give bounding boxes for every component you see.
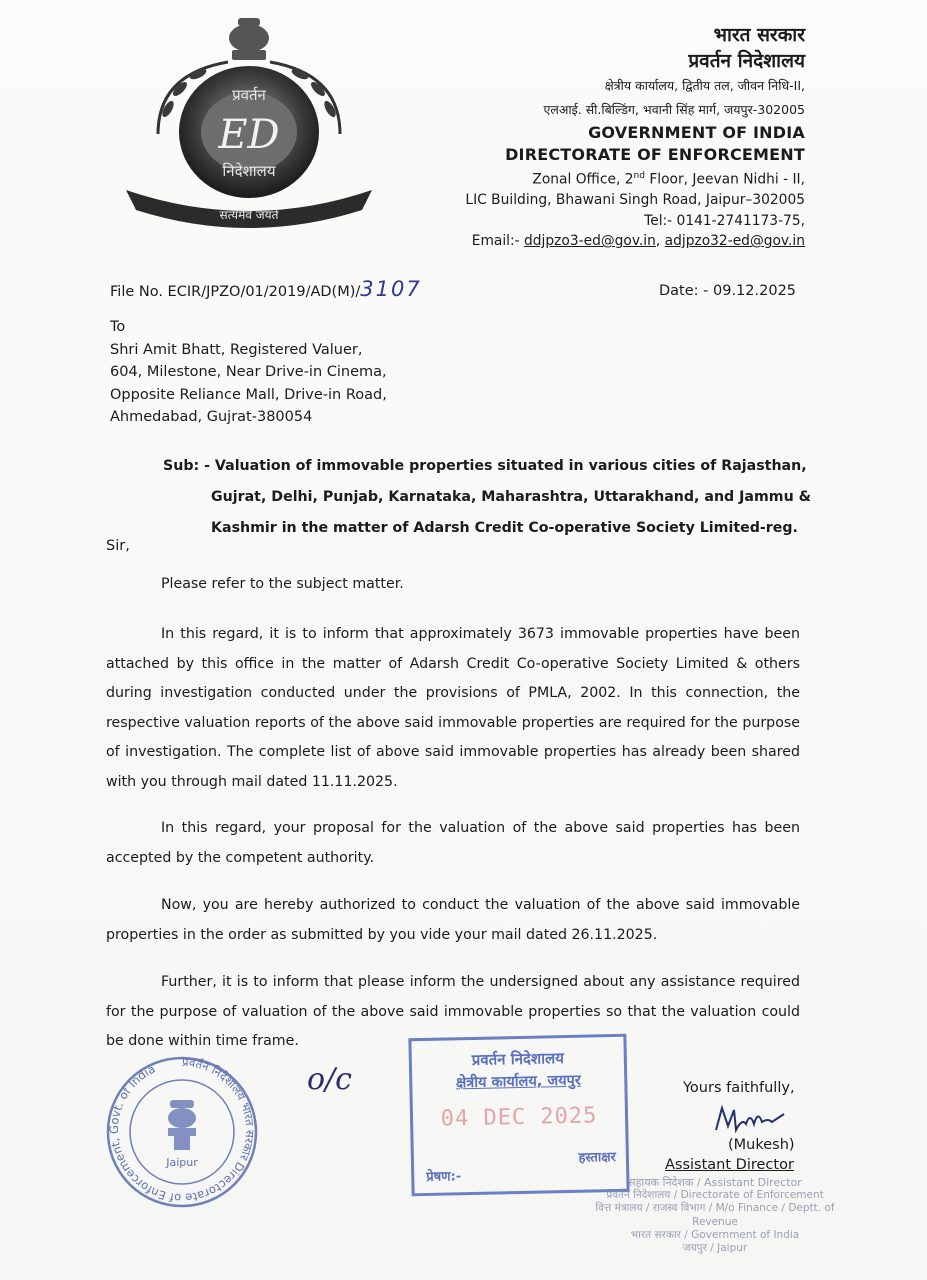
letter-date: Date: - 09.12.2025 [659, 283, 797, 299]
paragraph-3: In this regard, your proposal for the valuation of the above said properties has been accepted by the competent authority. [106, 820, 800, 866]
recipient-line-1: Shri Amit Bhatt, Registered Valuer, [110, 341, 363, 358]
email-separator: , [655, 233, 665, 250]
letterhead-hindi-address-1: क्षेत्रीय कार्यालय, द्वितीय तल, जीवन निधि-II, [604, 78, 805, 93]
subject-line-1: Sub: - Valuation of immovable properties situated in various cities of Rajasthan, [163, 458, 807, 474]
designation-stamp [590, 1176, 840, 1255]
receipt-stamp-date: 04 DEC 2025 [440, 1103, 598, 1132]
salutation: Sir, [106, 538, 130, 554]
seal-city: Jaipur [166, 1156, 198, 1169]
closing-yours-faithfully: Yours faithfully, [683, 1080, 795, 1096]
subject-line-2: Gujrat, Delhi, Punjab, Karnataka, Maharashtra, Uttarakhand, and Jammu & [211, 489, 811, 505]
letterhead-govt-of-india: GOVERNMENT OF INDIA [588, 123, 805, 142]
signatory-name: (Mukesh) [728, 1137, 795, 1153]
emblem-motto: सत्यमेव जयते [219, 208, 279, 222]
designation-stamp-line-1: सहायक निदेशक / Assistant Director [628, 1176, 802, 1189]
emblem-ed-monogram: ED [218, 112, 280, 158]
letterhead-address-1 [465, 166, 805, 190]
file-number [110, 277, 422, 301]
receipt-stamp-signature-label: हस्ताक्षर [578, 1149, 617, 1166]
receipt-stamp-line-2: क्षेत्रीय कार्यालय, जयपुर [455, 1072, 581, 1092]
seal-ring-path: प्रवर्तन निदेशालय भारत सरकार Directorate of Enforcement, Govt. of India [106, 1054, 258, 1206]
subject-line-3: Kashmir in the matter of Adarsh Credit Co-operative Society Limited-reg. [211, 520, 798, 536]
receipt-stamp [408, 1034, 629, 1197]
designation-stamp-line-3: वित्त मंत्रालय / राजस्व विभाग / M/o Finance / Deptt. of Revenue [595, 1202, 835, 1228]
address-1-pre: Zonal Office, 2 [532, 171, 634, 188]
emblem-top-text: प्रवर्तन [232, 86, 266, 104]
email-link-2[interactable]: adjpzo32-ed@gov.in [664, 233, 805, 250]
paragraph-4: Now, you are hereby authorized to conduct the valuation of the above said immovable properties in the order as submitted by you vide your mail dated 26.11.2025. [106, 897, 800, 943]
signature-icon [712, 1100, 792, 1140]
email-label: Email:- [471, 233, 525, 250]
recipient-line-4: Ahmedabad, Gujrat-380054 [110, 409, 313, 425]
letterhead-directorate: DIRECTORATE OF ENFORCEMENT [505, 145, 805, 164]
handwritten-note: o/c [307, 1062, 352, 1097]
email-link-1[interactable]: ddjpzo3-ed@gov.in [524, 233, 656, 250]
paragraph-2: In this regard, it is to inform that approximately 3673 immovable properties have been attached by this office in the matter of Adarsh Credit Co-operative Society Limited & others during investigation conducted under the provisions of PMLA, 2002. In this connection, the respective valuation reports of the above said immovable properties are required for the purpose of investigation. The complete list of above said immovable properties has already been shared with you through mail dated 11.11.2025. [106, 626, 800, 790]
recipient-line-2: 604, Milestone, Near Drive-in Cinema, [110, 364, 387, 380]
file-number-label: File No. ECIR/JPZO/01/2019/AD(M)/ [110, 284, 361, 300]
signatory-designation: Assistant Director [665, 1157, 794, 1173]
receipt-stamp-line-1: प्रवर्तन निदेशालय [471, 1049, 565, 1069]
letterhead-telephone: Tel:- 0141-2741173-75, [644, 212, 805, 229]
letterhead-address-2: LIC Building, Bhawani Singh Road, Jaipur–302005 [465, 192, 805, 209]
designation-stamp-line-2: प्रवर्तन निदेशालय / Directorate of Enforcement [606, 1189, 824, 1202]
receipt-stamp-dispatch-label: प्रेषण:- [426, 1169, 462, 1185]
office-round-seal [104, 1052, 260, 1212]
designation-stamp-line-5: जयपुर / Jaipur [682, 1242, 748, 1255]
address-1-sup: nd [633, 171, 645, 181]
recipient-line-3: Opposite Reliance Mall, Drive-in Road, [110, 386, 387, 403]
paragraph-1: Please refer to the subject matter. [161, 576, 404, 592]
designation-stamp-line-4: भारत सरकार / Government of India [630, 1228, 800, 1241]
letterhead-email [465, 231, 805, 252]
file-number-handwritten: 3107 [360, 277, 422, 301]
emblem-bottom-text: निदेशालय [222, 162, 276, 180]
directorate-emblem-logo [118, 14, 380, 246]
paragraph-5: Further, it is to inform that please inform the undersigned about any assistance required for the purpose of valuation of the above said immovable properties so that the valuation could be done within time frame. [106, 974, 800, 1049]
subject [163, 451, 823, 544]
letterhead [465, 22, 805, 252]
letterhead-hindi-govt: भारत सरकार [713, 24, 805, 46]
recipient-to: To [110, 319, 126, 335]
letterhead-hindi-directorate: प्रवर्तन निदेशालय [688, 50, 805, 72]
recipient-address [110, 316, 387, 429]
letterhead-hindi-address-2: एलआई. सी.बिल्डिंग, भवानी सिंह मार्ग, जयपुर-302005 [543, 102, 805, 117]
address-1-post: Floor, Jeevan Nidhi - II, [644, 171, 805, 188]
